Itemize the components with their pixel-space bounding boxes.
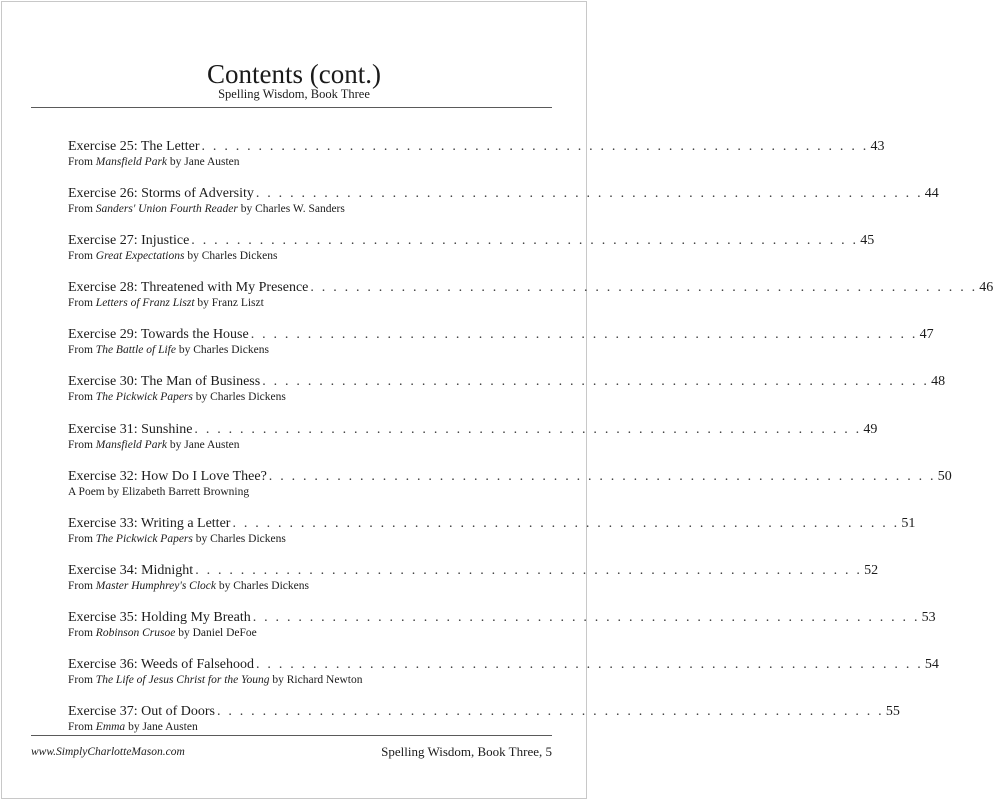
dot-leader: . . . . . . . . . . . . . . . . . . . . . . . . . . . . . . . . . . . . . . . . . . . . . . . . . . . . . . . . . . . [268,468,936,484]
dot-leader: . . . . . . . . . . . . . . . . . . . . . . . . . . . . . . . . . . . . . . . . . . . . . . . . . . . . . . . . . . . [262,374,930,390]
source-author: by Charles W. Sanders [240,203,345,216]
toc-entry [68,373,946,420]
exercise-source [68,438,526,453]
dot-leader: . . . . . . . . . . . . . . . . . . . . . . . . . . . . . . . . . . . . . . . . . . . . . . . . . . . . . . . . . . . [191,233,859,249]
exercise-title: Exercise 31: Sunshine [68,421,193,437]
dot-leader: . . . . . . . . . . . . . . . . . . . . . . . . . . . . . . . . . . . . . . . . . . . . . . . . . . . . . . . . . . . [310,280,978,296]
toc-entry [68,421,878,468]
exercise-title: Exercise 28: Threatened with My Presence [68,280,309,296]
toc-entry [68,609,936,656]
source-prefix: From [68,721,93,734]
source-author: by Charles Dickens [178,344,269,357]
toc-entry-heading [68,515,916,532]
exercise-title: Exercise 34: Midnight [68,562,194,578]
source-work-title: The Pickwick Papers [95,532,193,545]
source-author: by Jane Austen [128,721,198,734]
page-number: 44 [924,186,939,202]
page-number: 53 [921,609,936,625]
source-work-title: Great Expectations [95,250,185,263]
dot-leader: . . . . . . . . . . . . . . . . . . . . . . . . . . . . . . . . . . . . . . . . . . . . . . . . . . . . . . . . . . . [250,327,918,343]
toc-entry-heading [68,138,885,155]
dot-leader: . . . . . . . . . . . . . . . . . . . . . . . . . . . . . . . . . . . . . . . . . . . . . . . . . . . . . . . . . . . [252,609,920,625]
exercise-source [68,390,526,405]
toc-entry-heading [68,185,939,202]
exercise-source [68,673,526,688]
toc-entry-heading [68,562,879,579]
page-number: 52 [864,562,879,578]
toc-entry-heading [68,609,936,626]
table-of-contents [68,138,993,750]
footer-rule [31,735,552,736]
source-author: by Daniel DeFoe [178,626,257,639]
toc-entry-heading [68,279,993,296]
source-work-title: Master Humphrey's Clock [95,579,217,592]
source-work-title: Mansfield Park [95,156,168,168]
toc-entry [68,656,939,703]
source-work-title: Mansfield Park [95,438,168,451]
exercise-title: Exercise 25: The Letter [68,139,200,154]
exercise-title: Exercise 30: The Man of Business [68,374,261,390]
toc-entry [68,138,885,185]
exercise-title: Exercise 26: Storms of Adversity [68,186,254,202]
toc-entry-heading [68,656,939,673]
exercise-title: Exercise 29: Towards the House [68,327,249,343]
toc-entry [68,326,934,373]
page-number: 43 [870,139,885,154]
dot-leader: . . . . . . . . . . . . . . . . . . . . . . . . . . . . . . . . . . . . . . . . . . . . . . . . . . . . . . . . . . . [232,515,900,531]
exercise-source [68,249,526,264]
exercise-source [68,202,526,217]
page-number: 48 [931,374,946,390]
dot-leader: . . . . . . . . . . . . . . . . . . . . . . . . . . . . . . . . . . . . . . . . . . . . . . . . . . . . . . . . . . . [255,186,923,202]
exercise-source [68,343,526,358]
source-work-title: Letters of Franz Liszt [95,297,195,310]
source-prefix: From [68,156,93,168]
source-prefix: From [68,438,93,451]
exercise-source [68,720,526,735]
source-prefix: From [68,532,93,545]
exercise-source [68,296,526,311]
toc-entry-heading [68,232,875,249]
toc-entry-heading [68,421,878,438]
source-work-title: The Battle of Life [95,344,176,357]
source-prefix: From [68,344,93,357]
exercise-title: Exercise 37: Out of Doors [68,704,215,720]
toc-entry [68,185,939,232]
exercise-title: Exercise 36: Weeds of Falsehood [68,657,255,673]
source-prefix: From [68,250,93,263]
source-prefix: From [68,203,93,216]
source-author: by Charles Dickens [195,532,286,545]
toc-entry-heading [68,468,952,485]
source-prefix: From [68,674,93,687]
page-number: 49 [863,421,878,437]
page-number: 47 [919,327,934,343]
footer-website: www.SimplyCharlotteMason.com [31,746,185,758]
source-work-title: Robinson Crusoe [95,626,176,639]
toc-entry-heading [68,326,934,343]
dot-leader: . . . . . . . . . . . . . . . . . . . . . . . . . . . . . . . . . . . . . . . . . . . . . . . . . . . . . . . . . . . [216,704,884,720]
page-title: Contents (cont.) [207,59,381,89]
source-author: by Jane Austen [169,438,240,451]
page-number: 55 [885,704,900,720]
page-number: 51 [901,515,916,531]
exercise-title: Exercise 35: Holding My Breath [68,609,251,625]
dot-leader: . . . . . . . . . . . . . . . . . . . . . . . . . . . . . . . . . . . . . . . . . . . . . . . . . . . . . . . . . . . [194,421,862,437]
source-prefix: From [68,579,93,592]
exercise-source [68,485,526,500]
source-prefix: From [68,297,93,310]
dot-leader: . . . . . . . . . . . . . . . . . . . . . . . . . . . . . . . . . . . . . . . . . . . . . . . . . . . . . . . . . . . [256,657,923,673]
source-author: by Charles Dickens [187,250,278,263]
toc-entry-heading [68,703,900,720]
dot-leader: . . . . . . . . . . . . . . . . . . . . . . . . . . . . . . . . . . . . . . . . . . . . . . . . . . . . . . . . . . . [195,562,863,578]
source-author: by Charles Dickens [218,579,309,592]
source-work-title: The Pickwick Papers [95,391,193,404]
dot-leader: . . . . . . . . . . . . . . . . . . . . . . . . . . . . . . . . . . . . . . . . . . . . . . . . . . . . . . . . . . . [201,139,869,154]
page-number: 45 [860,233,875,249]
source-author: by Charles Dickens [195,391,286,404]
page-number: 54 [924,657,939,673]
source-prefix: From [68,626,93,639]
source-author: by Richard Newton [272,674,363,687]
toc-entry-heading [68,373,946,390]
toc-entry [68,562,879,609]
toc-entry [68,515,916,562]
exercise-source [68,579,526,594]
page-number: 46 [979,280,993,296]
source-work-title: Emma [95,721,126,734]
source-prefix: A Poem by Elizabeth Barrett Browning [68,485,250,498]
exercise-source [68,532,526,547]
exercise-source [68,626,526,641]
exercise-title: Exercise 33: Writing a Letter [68,515,231,531]
page-number: 50 [937,468,952,484]
footer-page-label: Spelling Wisdom, Book Three, 5 [381,744,552,759]
exercise-source [68,155,526,170]
source-work-title: Sanders' Union Fourth Reader [95,203,238,216]
toc-entry [68,468,952,515]
exercise-title: Exercise 27: Injustice [68,233,190,249]
source-author: by Jane Austen [169,156,240,168]
page-subtitle: Spelling Wisdom, Book Three [218,87,370,101]
header-rule [31,107,552,108]
toc-entry [68,232,875,279]
source-prefix: From [68,391,93,404]
source-author: by Franz Liszt [197,297,264,310]
exercise-title: Exercise 32: How Do I Love Thee? [68,468,267,484]
source-work-title: The Life of Jesus Christ for the Young [95,674,270,687]
toc-entry [68,279,993,326]
